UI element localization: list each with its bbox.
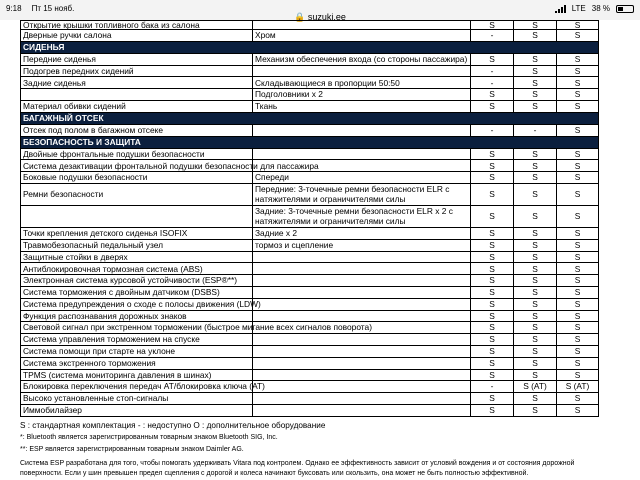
- table-row: [21, 275, 599, 287]
- status-time: 9:18: [6, 4, 22, 13]
- value-cell: S: [514, 393, 557, 405]
- detail-cell: Механизм обеспечения входа (со стороны пассажира): [253, 53, 471, 65]
- value-cell: S: [557, 310, 599, 322]
- detail-cell: Задние: 3-точечные ремни безопасности ELR x 2 с натяжителями и ограничителями силы: [253, 205, 471, 227]
- value-cell: S: [557, 404, 599, 416]
- feature-cell: Задние сиденья: [21, 77, 253, 89]
- value-cell: S: [471, 322, 514, 334]
- value-cell: S: [514, 345, 557, 357]
- value-cell: S: [514, 183, 557, 205]
- value-cell: -: [471, 65, 514, 77]
- value-cell: S: [514, 322, 557, 334]
- value-cell: S: [514, 334, 557, 346]
- value-cell: S: [557, 65, 599, 77]
- feature-cell: Система дезактивации фронтальной подушки безопасности для пассажира: [21, 160, 253, 172]
- table-row: [21, 21, 599, 30]
- table-row: [21, 239, 599, 251]
- table-row: [21, 393, 599, 405]
- feature-cell: [21, 89, 253, 101]
- value-cell: S: [514, 65, 557, 77]
- value-cell: S: [471, 345, 514, 357]
- value-cell: S: [471, 205, 514, 227]
- table-row: [21, 310, 599, 322]
- value-cell: S: [514, 148, 557, 160]
- value-cell: S: [514, 89, 557, 101]
- feature-cell: Защитные стойки в дверях: [21, 251, 253, 263]
- value-cell: S: [557, 227, 599, 239]
- value-cell: S: [471, 275, 514, 287]
- detail-cell: тормоз и сцепление: [253, 239, 471, 251]
- value-cell: S: [471, 263, 514, 275]
- detail-cell: [253, 393, 471, 405]
- legend: S : стандартная комплектация - : недоступно O : дополнительное оборудование: [20, 420, 326, 430]
- table-row: [21, 369, 599, 381]
- detail-cell: [253, 298, 471, 310]
- value-cell: S: [514, 251, 557, 263]
- value-cell: S: [471, 239, 514, 251]
- table-row: [21, 30, 599, 42]
- value-cell: S: [557, 21, 599, 30]
- feature-cell: TPMS (система мониторинга давления в шинах): [21, 369, 253, 381]
- detail-cell: [253, 65, 471, 77]
- value-cell: S: [557, 77, 599, 89]
- value-cell: S: [557, 393, 599, 405]
- feature-cell: Боковые подушки безопасности: [21, 172, 253, 184]
- value-cell: S: [557, 334, 599, 346]
- table-row: [21, 124, 599, 136]
- value-cell: S: [557, 205, 599, 227]
- detail-cell: Спереди: [253, 172, 471, 184]
- table-row: [21, 251, 599, 263]
- lock-icon: 🔒: [294, 12, 306, 22]
- table-row: [21, 322, 599, 334]
- value-cell: S: [471, 334, 514, 346]
- table-row: [21, 345, 599, 357]
- value-cell: -: [514, 124, 557, 136]
- value-cell: S: [557, 160, 599, 172]
- feature-cell: Дверные ручки салона: [21, 30, 253, 42]
- value-cell: S: [557, 53, 599, 65]
- section-header: [21, 41, 599, 53]
- value-cell: S (AT): [557, 381, 599, 393]
- detail-cell: [253, 148, 471, 160]
- value-cell: S: [471, 404, 514, 416]
- value-cell: -: [471, 381, 514, 393]
- detail-cell: [253, 275, 471, 287]
- table-row: [21, 381, 599, 393]
- feature-cell: Система управления торможением на спуске: [21, 334, 253, 346]
- value-cell: S: [471, 369, 514, 381]
- feature-cell: Открытие крышки топливного бака из салона: [21, 21, 253, 30]
- table-row: [21, 65, 599, 77]
- detail-cell: [253, 251, 471, 263]
- section-header: [21, 112, 599, 124]
- table-row: [21, 100, 599, 112]
- value-cell: S: [471, 227, 514, 239]
- value-cell: S: [557, 322, 599, 334]
- detail-cell: [253, 345, 471, 357]
- value-cell: S: [514, 239, 557, 251]
- value-cell: S: [514, 357, 557, 369]
- spec-table: [20, 20, 599, 417]
- value-cell: S: [514, 21, 557, 30]
- table-row: [21, 286, 599, 298]
- value-cell: -: [471, 124, 514, 136]
- value-cell: S: [471, 310, 514, 322]
- detail-cell: [253, 124, 471, 136]
- value-cell: S: [471, 183, 514, 205]
- feature-cell: Световой сигнал при экстренном торможении (быстрое мигание всех сигналов поворота): [21, 322, 253, 334]
- value-cell: S: [514, 298, 557, 310]
- value-cell: S: [471, 298, 514, 310]
- feature-cell: Отсек под полом в багажном отсеке: [21, 124, 253, 136]
- detail-cell: [253, 381, 471, 393]
- feature-cell: Подогрев передних сидений: [21, 65, 253, 77]
- value-cell: S: [471, 172, 514, 184]
- detail-cell: [253, 334, 471, 346]
- network-label: LTE: [571, 4, 586, 13]
- table-row: [21, 227, 599, 239]
- value-cell: S: [471, 100, 514, 112]
- section-title: БЕЗОПАСНОСТЬ И ЗАЩИТА: [21, 136, 599, 148]
- value-cell: S: [471, 160, 514, 172]
- table-row: [21, 148, 599, 160]
- table-row: [21, 263, 599, 275]
- table-row: [21, 160, 599, 172]
- detail-cell: Задние x 2: [253, 227, 471, 239]
- section-header: [21, 136, 599, 148]
- value-cell: S: [471, 21, 514, 30]
- section-title: БАГАЖНЫЙ ОТСЕК: [21, 112, 599, 124]
- value-cell: S: [557, 239, 599, 251]
- value-cell: S: [557, 263, 599, 275]
- feature-cell: Система помощи при старте на уклоне: [21, 345, 253, 357]
- detail-cell: Передние: 3-точечные ремни безопасности ELR с натяжителями и ограничителями силы: [253, 183, 471, 205]
- detail-cell: [253, 286, 471, 298]
- value-cell: S: [514, 172, 557, 184]
- value-cell: S: [514, 100, 557, 112]
- value-cell: S: [557, 172, 599, 184]
- table-row: [21, 357, 599, 369]
- detail-cell: [253, 357, 471, 369]
- value-cell: S: [557, 275, 599, 287]
- detail-cell: [253, 263, 471, 275]
- value-cell: S: [557, 298, 599, 310]
- value-cell: S: [514, 275, 557, 287]
- feature-cell: Система предупреждения о сходе с полосы движения (LDW): [21, 298, 253, 310]
- feature-cell: Система экстренного торможения: [21, 357, 253, 369]
- value-cell: S: [514, 30, 557, 42]
- value-cell: S: [514, 286, 557, 298]
- value-cell: S: [471, 53, 514, 65]
- value-cell: S: [557, 183, 599, 205]
- feature-cell: Иммобилайзер: [21, 404, 253, 416]
- feature-cell: Электронная система курсовой устойчивости (ESP®**): [21, 275, 253, 287]
- value-cell: S: [514, 310, 557, 322]
- value-cell: S: [514, 160, 557, 172]
- feature-cell: Функция распознавания дорожных знаков: [21, 310, 253, 322]
- value-cell: S: [557, 100, 599, 112]
- feature-cell: Система торможения с двойным датчиком (DSBS): [21, 286, 253, 298]
- feature-cell: Передние сиденья: [21, 53, 253, 65]
- footnote-bluetooth: *: Bluetooth является зарегистрированным товарным знаком Bluetooth SIG, Inc.: [20, 433, 278, 441]
- value-cell: S: [471, 148, 514, 160]
- feature-cell: Двойные фронтальные подушки безопасности: [21, 148, 253, 160]
- value-cell: S: [557, 369, 599, 381]
- feature-cell: Травмобезопасный педальный узел: [21, 239, 253, 251]
- value-cell: S: [514, 227, 557, 239]
- table-row: [21, 77, 599, 89]
- url-text: suzuki.ee: [307, 12, 346, 22]
- detail-cell: Складывающиеся в пропорции 50:50: [253, 77, 471, 89]
- page-content: [20, 20, 620, 479]
- feature-cell: Высоко установленные стоп-сигналы: [21, 393, 253, 405]
- battery-icon: [616, 5, 634, 13]
- detail-cell: Хром: [253, 30, 471, 42]
- value-cell: -: [471, 77, 514, 89]
- value-cell: -: [471, 30, 514, 42]
- table-row: [21, 89, 599, 101]
- value-cell: S: [557, 30, 599, 42]
- detail-cell: [253, 21, 471, 30]
- footnote-esp: **: ESP является зарегистрированным товарным знаком Daimler AG.: [20, 445, 244, 453]
- value-cell: S: [514, 77, 557, 89]
- detail-cell: Подголовники x 2: [253, 89, 471, 101]
- value-cell: S: [514, 263, 557, 275]
- value-cell: S: [557, 124, 599, 136]
- esp-note: Система ESP разработана для того, чтобы помогать удерживать Vitara под контролем. Однако ее эффективность зависит от условий вождения и от состояния дорожной поверхности. Если у шин превышен предел сцепления с дорогой и колеса начинают буксовать или скользить, она может не быть полностью эффективной.: [20, 459, 575, 477]
- detail-cell: Ткань: [253, 100, 471, 112]
- table-row: [21, 172, 599, 184]
- value-cell: S: [471, 357, 514, 369]
- feature-cell: Точки крепления детского сиденья ISOFIX: [21, 227, 253, 239]
- value-cell: S: [557, 345, 599, 357]
- battery-label: 38 %: [591, 4, 610, 13]
- value-cell: S: [514, 53, 557, 65]
- table-row: [21, 53, 599, 65]
- value-cell: S: [557, 251, 599, 263]
- value-cell: S: [557, 357, 599, 369]
- feature-cell: Материал обивки сидений: [21, 100, 253, 112]
- battery-level: [618, 7, 623, 11]
- value-cell: S: [471, 393, 514, 405]
- feature-cell: Антиблокировочная тормозная система (ABS): [21, 263, 253, 275]
- status-right: [555, 4, 634, 13]
- value-cell: S: [514, 205, 557, 227]
- value-cell: S: [471, 251, 514, 263]
- value-cell: S: [514, 369, 557, 381]
- feature-cell: Ремни безопасности: [21, 183, 253, 205]
- value-cell: S: [557, 148, 599, 160]
- value-cell: S (AT): [514, 381, 557, 393]
- value-cell: S: [514, 404, 557, 416]
- section-title: СИДЕНЬЯ: [21, 41, 599, 53]
- value-cell: S: [471, 286, 514, 298]
- feature-cell: [21, 205, 253, 227]
- value-cell: S: [471, 89, 514, 101]
- feature-cell: Блокировка переключения передач AT/блокировка ключа (AT): [21, 381, 253, 393]
- detail-cell: [253, 310, 471, 322]
- table-row: [21, 183, 599, 205]
- table-row: [21, 334, 599, 346]
- table-row: [21, 298, 599, 310]
- detail-cell: [253, 369, 471, 381]
- table-row: [21, 404, 599, 416]
- value-cell: S: [557, 89, 599, 101]
- table-row: [21, 205, 599, 227]
- value-cell: S: [557, 286, 599, 298]
- detail-cell: [253, 404, 471, 416]
- signal-icon: [555, 5, 566, 13]
- status-date: Пт 15 нояб.: [31, 4, 75, 13]
- status-bar: [0, 0, 640, 20]
